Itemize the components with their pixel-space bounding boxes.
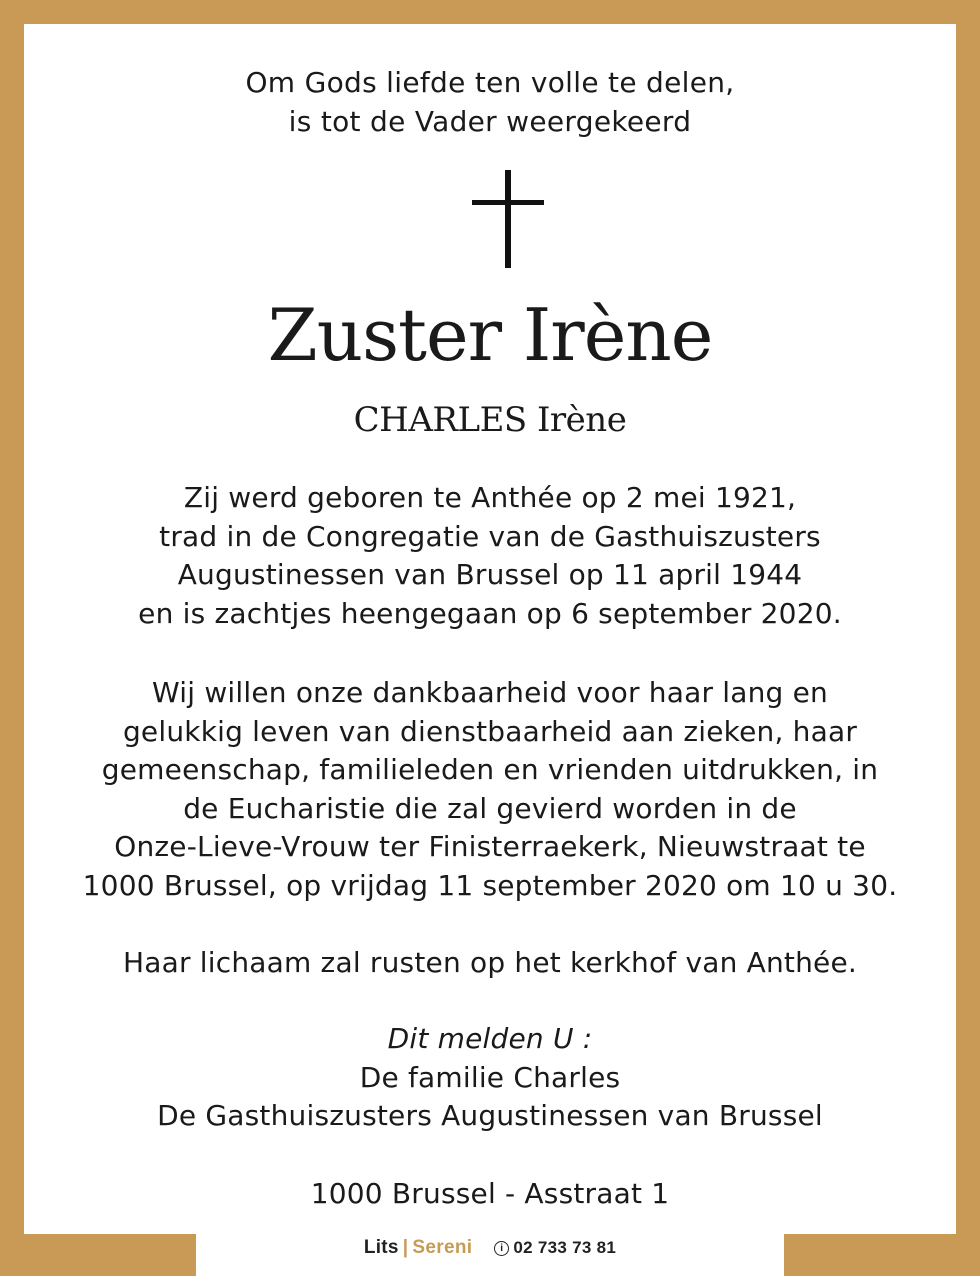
- funeral-home-footer: [0, 1237, 980, 1259]
- info-circle-icon: i: [494, 1241, 509, 1256]
- announcement-heading: Dit melden U :: [387, 1022, 593, 1055]
- biography-line: trad in de Congregatie van de Gasthuiszusters: [159, 519, 821, 553]
- ceremony-line: 1000 Brussel, op vrijdag 11 september 2020 om 10 u 30.: [82, 868, 898, 902]
- burial-paragraph: Haar lichaam zal rusten op het kerkhof van Anthée.: [122, 946, 858, 979]
- ceremony-line: Onze-Lieve-Vrouw ter Finisterraekerk, Nieuwstraat te: [114, 830, 866, 863]
- ceremony-line: gemeenschap, familieleden en vrienden uitdrukken, in: [101, 753, 879, 786]
- announcer-line: De Gasthuiszusters Augustinessen van Brussel: [157, 1099, 823, 1132]
- biography-line: Augustinessen van Brussel op 11 april 1944: [177, 558, 803, 591]
- intro-text: [24, 63, 956, 141]
- brand-sereni: Sereni: [412, 1237, 473, 1258]
- latin-cross-icon: [472, 170, 544, 268]
- phone-number[interactable]: 02 733 73 81: [513, 1238, 617, 1257]
- address-line: 1000 Brussel - Asstraat 1: [310, 1177, 670, 1210]
- biography-line: en is zachtjes heengegaan op 6 september 2020.: [138, 596, 842, 630]
- deceased-name-title: Zuster Irène: [267, 293, 713, 377]
- announcement-block: [24, 1020, 956, 1136]
- intro-line: is tot de Vader weergekeerd: [288, 105, 692, 138]
- biography-paragraph: [24, 479, 956, 633]
- ceremony-line: gelukkig leven van dienstbaarheid aan zieken, haar: [122, 714, 858, 748]
- ceremony-paragraph: [24, 674, 956, 905]
- brand-separator: |: [402, 1237, 409, 1258]
- biography-line: Zij werd geboren te Anthée op 2 mei 1921,: [183, 481, 797, 514]
- deceased-civil-name: CHARLES Irène: [353, 400, 627, 440]
- intro-line: Om Gods liefde ten volle te delen,: [245, 66, 735, 99]
- ceremony-line: Wij willen onze dankbaarheid voor haar lang en: [151, 676, 829, 709]
- ceremony-line: de Eucharistie die zal gevierd worden in de: [183, 791, 797, 825]
- announcer-line: De familie Charles: [359, 1060, 621, 1094]
- brand-lits: Lits: [363, 1237, 399, 1258]
